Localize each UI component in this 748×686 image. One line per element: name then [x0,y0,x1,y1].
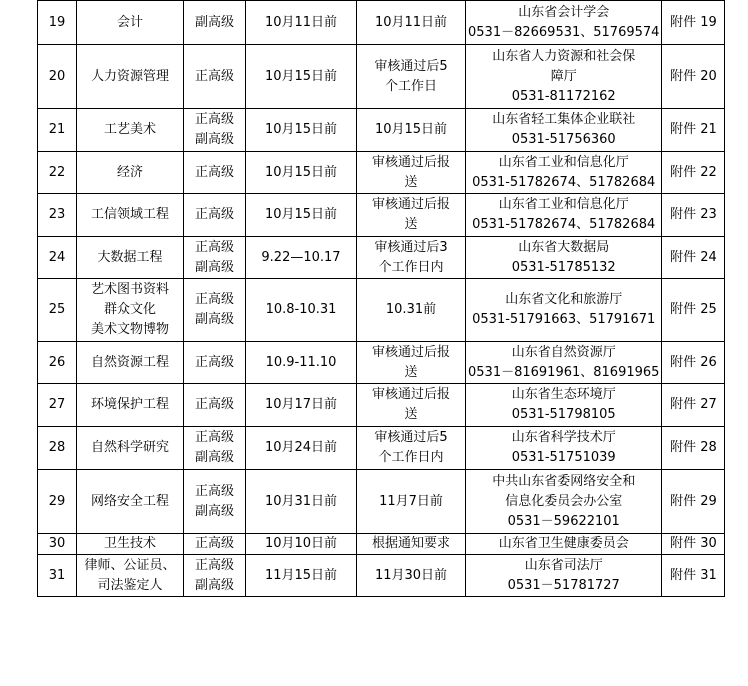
cell-field [77,279,184,342]
cell-attachment: 附件 30 [662,534,725,555]
cell-organization-line: 山东省大数据局 [518,239,610,255]
cell-attachment: 附件 26 [662,342,725,384]
cell-review [357,534,466,555]
cell-attachment: 附件 21 [662,109,725,152]
cell-number: 27 [38,384,77,427]
cell-deadline [246,534,357,555]
cell-field-line: 工艺美术 [103,122,156,137]
cell-level-line: 副高级 [194,450,234,465]
cell-field-line: 群众文化 [103,302,156,317]
cell-organization-line: 0531-51782674、51782684 [472,217,656,232]
cell-level [184,109,246,152]
cell-deadline-line: 10月31日前 [264,493,338,509]
cell-field [77,237,184,279]
cell-organization-line: 中共山东省委网络安全和 [492,473,636,489]
cell-level-line: 正高级 [194,354,234,370]
cell-review-line: 11月7日前 [379,493,443,509]
cell-organization [466,237,662,279]
cell-review-line: 根据通知要求 [371,536,450,551]
cell-deadline-line: 10月15日前 [264,68,338,84]
cell-deadline [246,470,357,534]
cell-review-line: 审核通过后报 [371,154,450,170]
cell-field [77,152,184,194]
cell-number: 29 [38,470,77,534]
cell-attachment: 附件 23 [662,194,725,237]
cell-organization [466,427,662,470]
cell-review [357,470,466,534]
cell-organization [466,534,662,555]
cell-deadline [246,342,357,384]
cell-field [77,534,184,555]
cell-organization-line: 0531-51756360 [511,132,616,147]
cell-field-line: 工信领域工程 [90,207,169,222]
cell-level-line: 副高级 [194,503,234,519]
cell-level [184,152,246,194]
cell-deadline [246,384,357,427]
cell-organization-line: 障厅 [550,68,577,84]
cell-organization-line: 山东省科学技术厅 [511,430,616,445]
cell-number: 30 [38,534,77,555]
cell-organization-line: 山东省卫生健康委员会 [498,536,629,551]
table-row [38,342,725,384]
cell-deadline-line: 10月15日前 [264,164,338,180]
cell-number: 22 [38,152,77,194]
cell-level-line: 正高级 [194,557,234,573]
table-row [38,384,725,427]
cell-organization-line: 山东省人力资源和社会保 [492,48,636,64]
table-row [38,279,725,342]
table-row [38,1,725,45]
cell-level-line: 正高级 [194,536,234,551]
cell-level [184,555,246,597]
cell-review-line: 审核通过后3 [374,239,448,255]
cell-attachment: 附件 19 [662,1,725,45]
cell-review [357,555,466,597]
cell-organization [466,470,662,534]
cell-field-line: 环境保护工程 [90,397,169,412]
cell-organization-line: 山东省生态环境厅 [511,387,616,402]
cell-review-line: 送 [404,217,418,232]
table-row [38,470,725,534]
cell-field-line: 律师、公证员、 [84,557,176,573]
cell-deadline [246,279,357,342]
cell-organization-line: 0531－81691961、81691965 [468,364,660,380]
cell-organization-line: 山东省自然资源厅 [511,344,616,360]
cell-attachment: 附件 20 [662,45,725,109]
cell-field-line: 自然科学研究 [90,440,169,455]
cell-attachment: 附件 29 [662,470,725,534]
cell-level-line: 副高级 [194,259,234,275]
cell-review-line: 审核通过后报 [371,197,450,212]
cell-deadline-line: 10月24日前 [264,440,338,455]
cell-field [77,427,184,470]
cell-deadline-line: 10月10日前 [264,536,338,551]
cell-field-line: 司法鉴定人 [97,577,163,593]
cell-field-line: 卫生技术 [103,536,156,551]
cell-level-line: 副高级 [194,577,234,593]
cell-level [184,342,246,384]
cell-field-line: 网络安全工程 [90,493,169,509]
cell-organization [466,555,662,597]
cell-attachment: 附件 31 [662,555,725,597]
cell-organization-line: 0531-51791663、51791671 [472,312,656,327]
cell-review-line: 送 [404,364,418,380]
cell-field [77,109,184,152]
cell-review [357,342,466,384]
cell-deadline-line: 10.8-10.31 [265,302,337,317]
cell-deadline-line: 10月15日前 [264,207,338,222]
cell-organization [466,384,662,427]
cell-field-line: 艺术图书资料 [90,282,169,297]
cell-field-line: 经济 [116,164,143,180]
cell-field [77,555,184,597]
cell-deadline [246,194,357,237]
cell-attachment: 附件 24 [662,237,725,279]
cell-deadline-line: 9.22—10.17 [261,249,341,265]
cell-deadline-line: 10月17日前 [264,397,338,412]
cell-organization [466,152,662,194]
cell-level-line: 副高级 [194,132,234,147]
cell-level-line: 副高级 [194,14,234,30]
cell-number: 31 [38,555,77,597]
cell-deadline [246,109,357,152]
cell-field-line: 大数据工程 [97,249,163,265]
cell-level-line: 正高级 [194,164,234,180]
cell-organization-line: 0531－82669531、51769574 [468,24,660,40]
cell-organization-line: 山东省工业和信息化厅 [498,154,629,170]
cell-review-line: 个工作日内 [378,259,444,275]
cell-organization-line: 山东省会计学会 [518,4,610,20]
cell-review-line: 送 [404,407,418,422]
cell-number: 28 [38,427,77,470]
cell-organization [466,45,662,109]
cell-level [184,384,246,427]
cell-review [357,152,466,194]
cell-number: 20 [38,45,77,109]
schedule-table-body [38,1,725,597]
cell-number: 21 [38,109,77,152]
cell-organization-line: 0531-51785132 [511,259,616,275]
cell-review-line: 审核通过后5 [374,58,448,74]
table-row [38,534,725,555]
cell-review-line: 10月11日前 [374,14,448,30]
cell-organization-line: 山东省工业和信息化厅 [498,197,629,212]
cell-deadline [246,45,357,109]
cell-field [77,194,184,237]
cell-level [184,470,246,534]
cell-level [184,45,246,109]
cell-organization [466,279,662,342]
cell-organization-line: 山东省司法厅 [524,557,603,573]
cell-number: 26 [38,342,77,384]
cell-attachment: 附件 22 [662,152,725,194]
cell-level [184,1,246,45]
cell-review-line: 10.31前 [385,302,437,317]
cell-level-line: 正高级 [194,397,234,412]
cell-organization-line: 山东省文化和旅游厅 [505,292,623,307]
table-row [38,427,725,470]
cell-review [357,384,466,427]
table-row [38,152,725,194]
cell-field-line: 美术文物博物 [90,322,169,337]
cell-organization-line: 0531-51798105 [511,407,616,422]
cell-organization-line: 0531-51751039 [511,450,616,465]
cell-deadline [246,1,357,45]
cell-organization-line: 0531-81172162 [511,88,616,104]
cell-deadline [246,427,357,470]
cell-level-line: 正高级 [194,68,234,84]
cell-field [77,45,184,109]
cell-organization [466,1,662,45]
cell-review [357,109,466,152]
cell-deadline-line: 10月15日前 [264,122,338,137]
cell-review-line: 个工作日内 [378,450,444,465]
table-row [38,194,725,237]
cell-number: 25 [38,279,77,342]
cell-deadline [246,555,357,597]
cell-field-line: 自然资源工程 [90,354,169,370]
cell-field-line: 会计 [116,14,143,30]
cell-organization-line: 信息化委员会办公室 [505,493,623,509]
cell-attachment: 附件 27 [662,384,725,427]
schedule-table [37,0,725,597]
cell-level-line: 正高级 [194,292,234,307]
cell-level [184,194,246,237]
cell-deadline-line: 11月15日前 [264,567,338,583]
cell-review [357,45,466,109]
cell-field [77,384,184,427]
cell-organization-line: 山东省轻工集体企业联社 [492,112,636,127]
table-row [38,45,725,109]
cell-organization-line: 0531-51782674、51782684 [472,174,656,190]
cell-level [184,237,246,279]
cell-field-line: 人力资源管理 [90,68,169,84]
cell-deadline [246,152,357,194]
cell-attachment: 附件 28 [662,427,725,470]
cell-field [77,342,184,384]
cell-review-line: 个工作日 [384,78,437,94]
cell-organization [466,342,662,384]
cell-level-line: 正高级 [194,112,234,127]
cell-level-line: 副高级 [194,312,234,327]
table-row [38,237,725,279]
cell-level-line: 正高级 [194,207,234,222]
cell-review-line: 审核通过后报 [371,387,450,402]
cell-review [357,194,466,237]
cell-level [184,534,246,555]
cell-level-line: 正高级 [194,483,234,499]
cell-level [184,279,246,342]
cell-organization [466,109,662,152]
cell-deadline-line: 10.9-11.10 [265,354,337,370]
cell-review [357,427,466,470]
cell-review-line: 11月30日前 [374,567,448,583]
cell-organization-line: 0531－59622101 [507,513,620,529]
cell-organization-line: 0531－51781727 [507,577,620,593]
cell-number: 24 [38,237,77,279]
cell-review-line: 审核通过后5 [374,430,448,445]
cell-review-line: 10月15日前 [374,122,448,137]
cell-review [357,237,466,279]
cell-review [357,1,466,45]
cell-deadline [246,237,357,279]
cell-number: 19 [38,1,77,45]
cell-review-line: 审核通过后报 [371,344,450,360]
cell-number: 23 [38,194,77,237]
cell-organization [466,194,662,237]
cell-deadline-line: 10月11日前 [264,14,338,30]
cell-level-line: 正高级 [194,430,234,445]
cell-field [77,1,184,45]
cell-attachment: 附件 25 [662,279,725,342]
cell-review [357,279,466,342]
cell-review-line: 送 [404,174,418,190]
cell-level-line: 正高级 [194,239,234,255]
cell-level [184,427,246,470]
cell-field [77,470,184,534]
table-row [38,555,725,597]
table-row [38,109,725,152]
